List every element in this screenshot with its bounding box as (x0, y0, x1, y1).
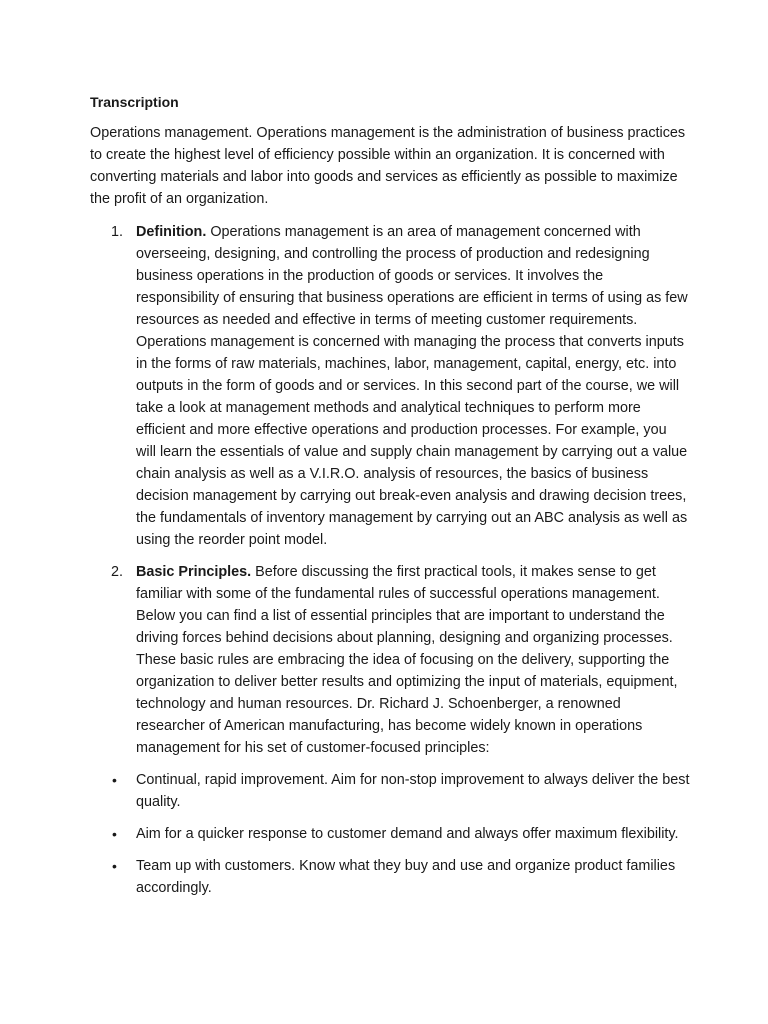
intro-paragraph: Operations management. Operations management is the administration of business practices to create the highest level of efficiency possible within an organization. It is concerned with converting materials and labor into goods and services as efficiently as possible to maximize the profit of an organization. (90, 125, 686, 207)
bullet-list (90, 769, 690, 899)
bullet-item (90, 823, 690, 845)
list-number: 2. (111, 564, 124, 580)
item-text: Before discussing the first practical tools, it makes sense to get familiar with some of the fundamental rules of successful operations management. Below you can find a list of essential principles that are important to understand the driving forces behind decisions about planning, designing and organizing processes. These basic rules are embracing the idea of focusing on the delivery, supporting the organization to deliver better results and optimizing the input of materials, equipment, technology and human resources. Dr. Richard J. Schoenberger, a renowned researcher of American manufacturing, has become widely known in operations management for his set of customer-focused principles: (136, 564, 678, 756)
item-text: Operations management is an area of management concerned with overseeing, designing, and controlling the process of production and redesigning business operations in the production of goods or services. It involves the responsibility of ensuring that business operations are efficient in terms of using as few resources as needed and effective in terms of meeting customer requirements. Operations management is concerned with managing the process that converts inputs in the forms of raw materials, machines, labor, management, capital, energy, etc. into outputs in the form of goods and or services. In this second part of the course, we will take a look at management methods and analytical techniques to perform more efficient and more effective operations and production processes. For example, you will learn the essentials of value and supply chain management by carrying out a value chain analysis as well as a V.I.R.O. analysis of resources, the basics of business decision management by carrying out break-even analysis and drawing decision trees, the fundamentals of inventory management by carrying out an ABC analysis as well as using the reorder point model. (136, 224, 688, 548)
bullet-text: Aim for a quicker response to customer demand and always offer maximum flexibility. (136, 826, 679, 842)
item-term: Basic Principles. (136, 564, 252, 580)
numbered-list (90, 221, 690, 759)
numbered-item-definition (90, 221, 690, 551)
bullet-marker: • (112, 772, 117, 788)
numbered-item-basic-principles (90, 561, 690, 759)
bullet-text: Continual, rapid improvement. Aim for non-stop improvement to always deliver the best quality. (136, 772, 690, 810)
bullet-item (90, 855, 690, 899)
bullet-marker: • (112, 826, 117, 842)
bullet-marker: • (112, 858, 117, 874)
item-term: Definition. (136, 224, 207, 240)
bullet-item (90, 769, 690, 813)
document-page (90, 92, 690, 909)
document-heading: Transcription (90, 94, 179, 110)
list-number: 1. (111, 224, 124, 240)
bullet-text: Team up with customers. Know what they buy and use and organize product families accordingly. (136, 858, 676, 896)
